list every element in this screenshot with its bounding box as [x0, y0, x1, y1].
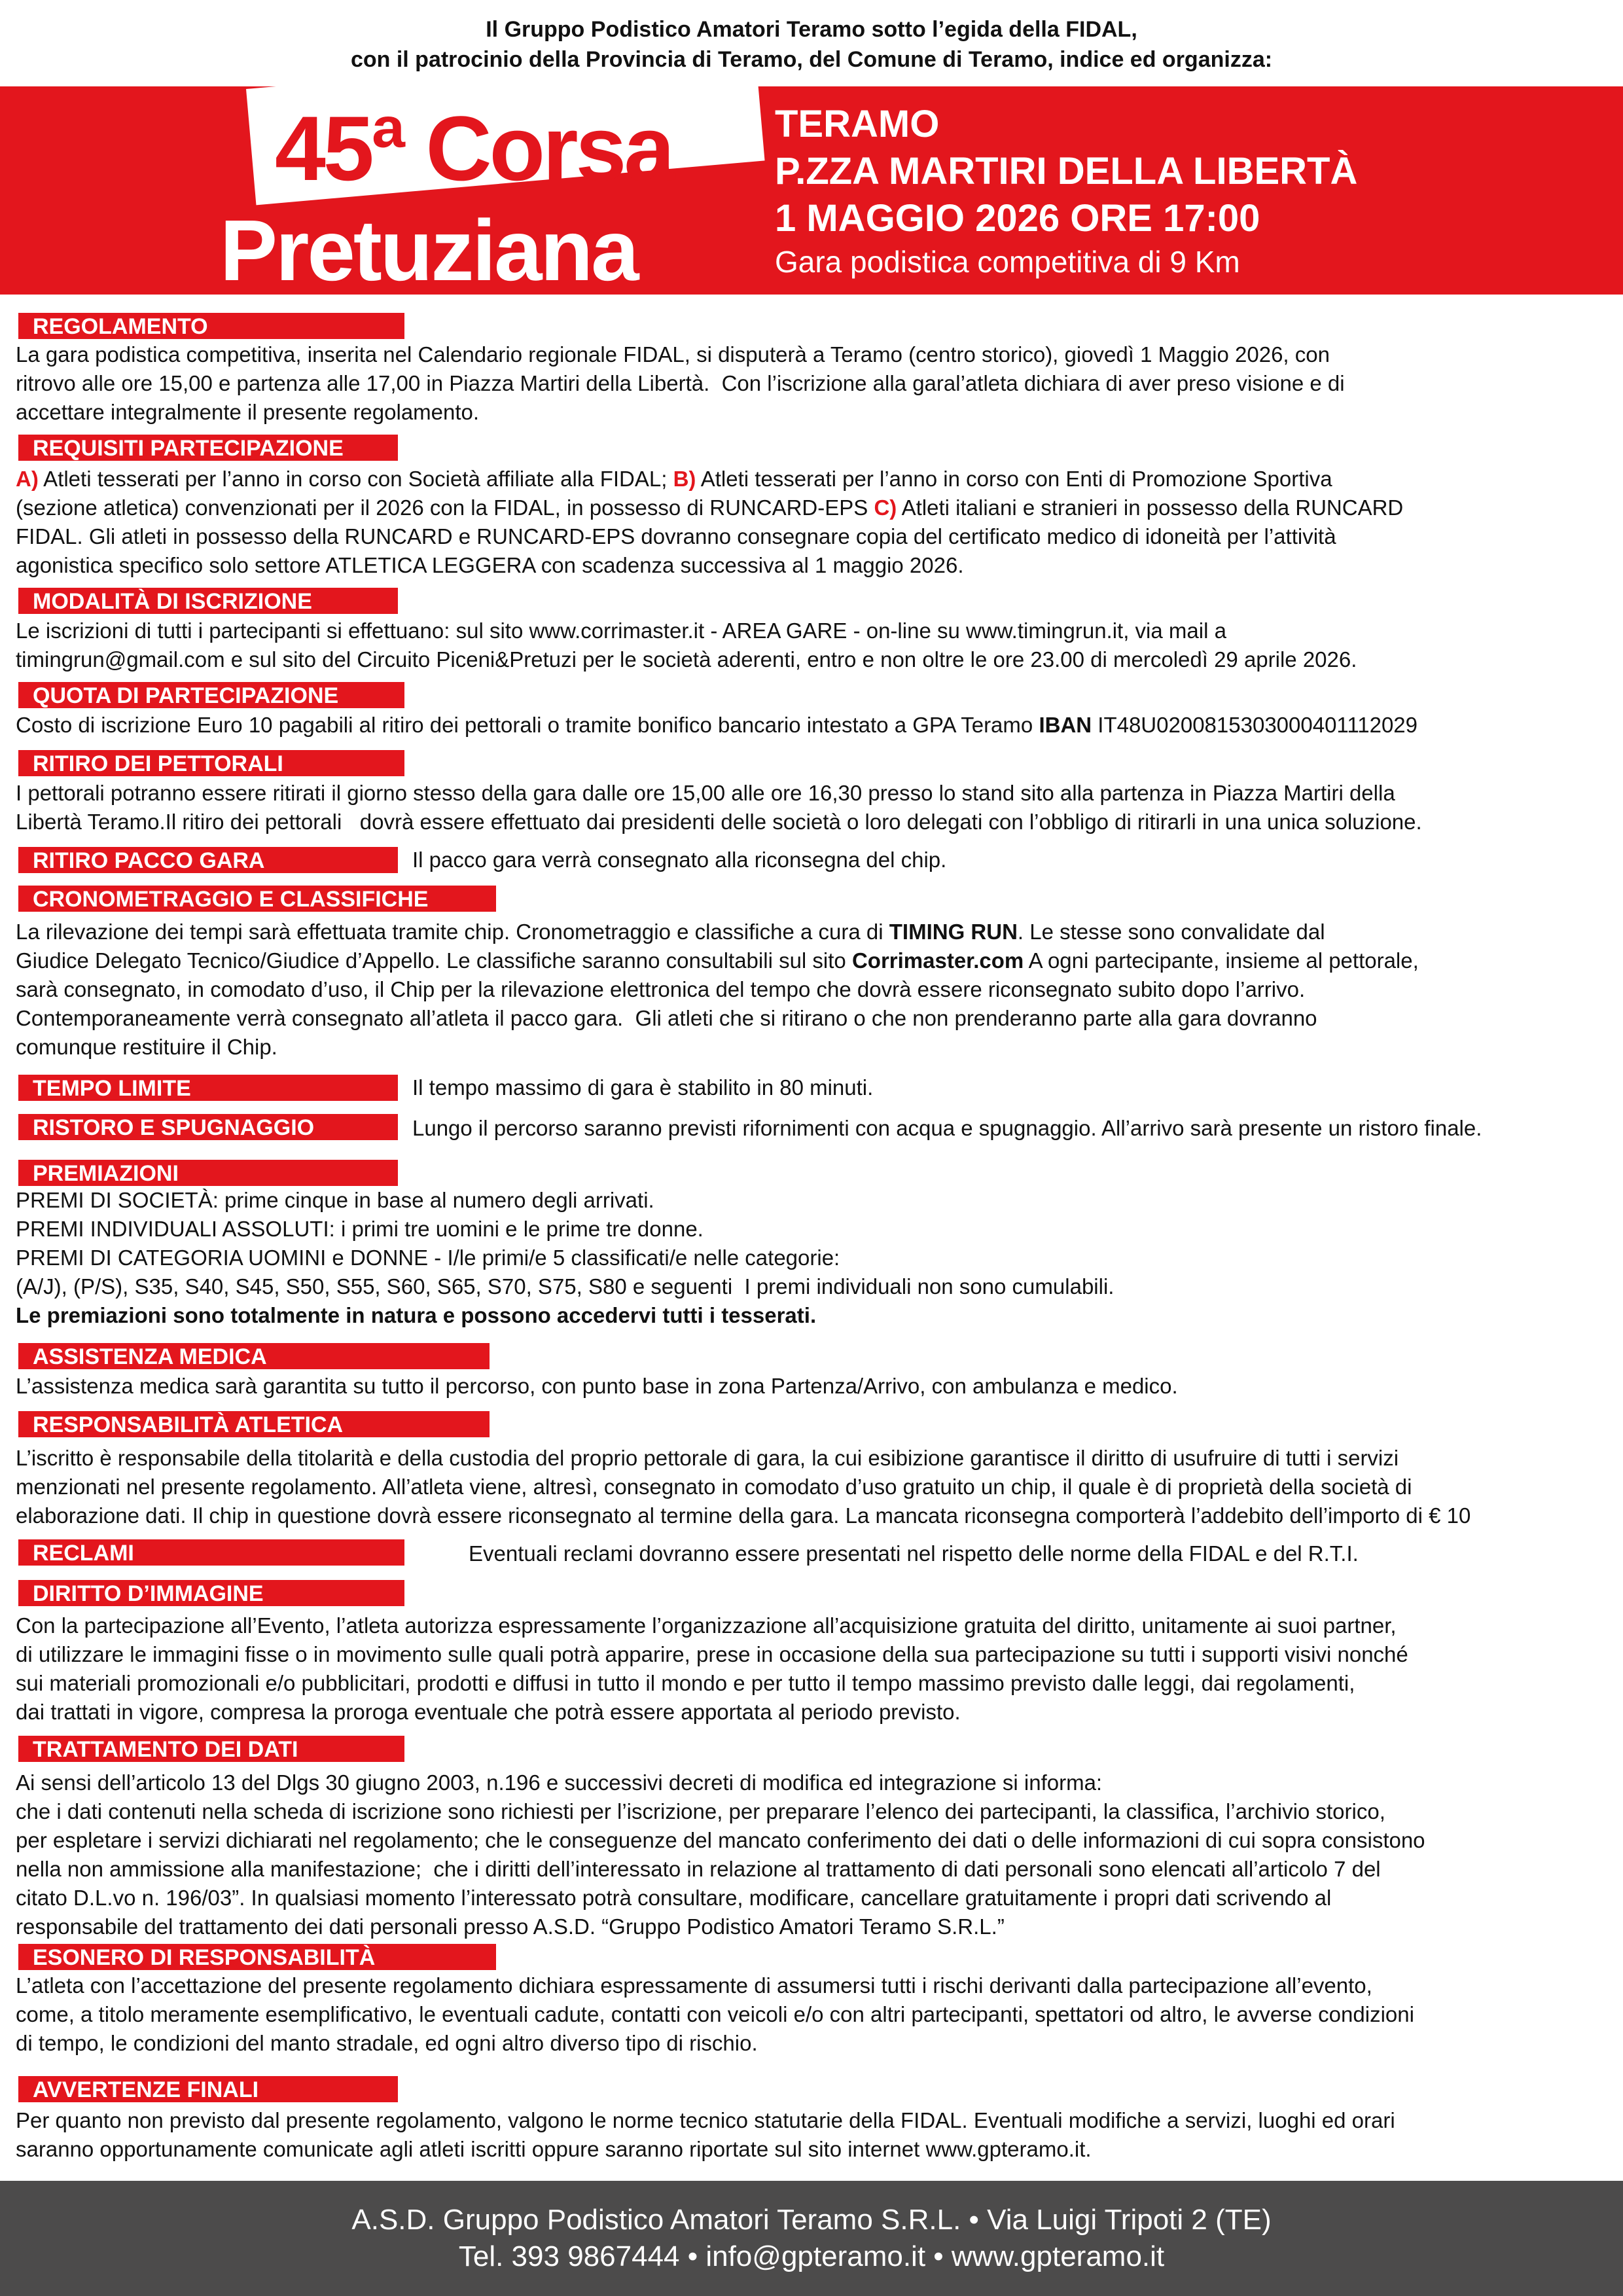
section-text: L’assistenza medica sarà garantita su tutto il percorso, con punto base in zona Partenza/Arrivo, con ambulanza e medico.	[16, 1374, 1178, 1398]
event-venue: P.ZZA MARTIRI DELLA LIBERTÀ	[775, 150, 1358, 192]
text-run: A ogni partecipante, insieme al pettorale,	[1024, 948, 1419, 973]
event-datetime: 1 MAGGIO 2026 ORE 17:00	[775, 197, 1260, 240]
section-text: L’iscritto è responsabile della titolarità e della custodia del proprio pettorale di gara, la cui esibizione garantisce il diritto di usufruire di tutti i servizi menzionati nel presente regolamento. All’atleta viene, altresì, consegnato in comodato d’uso gratuito un chip, il quale è di proprietà della società di elaborazione dati. Il chip in questione dovrà essere riconsegnato al termine della gara. La mancata riconsegna comporterà l’addebito dell’importo di € 10	[16, 1446, 1471, 1528]
text-run: Costo di iscrizione Euro 10 pagabili al ritiro dei pettorali o tramite bonifico bancario intestato a GPA Teramo	[16, 713, 1039, 737]
section-text	[16, 1186, 1114, 1330]
text-run: (A/J), (P/S), S35, S40, S45, S50, S55, S60, S65, S70, S75, S80 e seguenti I premi individuali non sono cumulabili.	[16, 1274, 1115, 1299]
text-run: IBAN	[1039, 713, 1092, 737]
section-text-line	[16, 918, 1419, 946]
section-label: CRONOMETRAGGIO E CLASSIFICHE	[18, 886, 496, 912]
text-run: FIDAL. Gli atleti in possesso della RUNCARD e RUNCARD-EPS dovranno consegnare copia del certificato medico di idoneità per l’attività	[16, 524, 1336, 548]
section-text-line	[16, 711, 1418, 740]
section-text: I pettorali potranno essere ritirati il giorno stesso della gara dalle ore 15,00 alle ore 16,30 presso lo stand sito alla partenza in Piazza Martiri della Libertà Teramo.Il ritiro dei pettorali dovrà essere effettuato dai presidenti delle società o loro delegati con l’obbligo di ritirarli in una unica soluzione.	[16, 781, 1422, 834]
section-label: RECLAMI	[18, 1539, 404, 1566]
section-label: AVVERTENZE FINALI	[18, 2076, 398, 2102]
section-text-line	[16, 1004, 1419, 1033]
intro-line-2: con il patrocinio della Provincia di Teramo, del Comune di Teramo, indice ed organizza:	[350, 47, 1273, 72]
section-text-line	[16, 1272, 1114, 1301]
section-text-line	[16, 975, 1419, 1004]
section-text: Lungo il percorso saranno previsti rifornimenti con acqua e spugnaggio. All’arrivo sarà presente un ristoro finale.	[412, 1116, 1482, 1140]
organizer-intro	[0, 14, 1623, 75]
section-text: Per quanto non previsto dal presente regolamento, valgono le norme tecnico statutarie della FIDAL. Eventuali modifiche a servizi, luoghi ed orari saranno opportunamente comunicate agli atleti iscritti oppure saranno riportate sul sito internet www.gpteramo.it.	[16, 2108, 1395, 2161]
section-text-line	[16, 465, 1403, 493]
section-text	[16, 711, 1418, 740]
text-run: Atleti italiani e stranieri in possesso della RUNCARD	[897, 495, 1404, 520]
text-run: TIMING RUN	[889, 920, 1018, 944]
section-label: REGOLAMENTO	[18, 313, 404, 339]
event-details	[775, 101, 1357, 281]
section-text-line	[16, 946, 1419, 975]
section-text: L’atleta con l’accettazione del presente regolamento dichiara espressamente di assumersi tutti i rischi derivanti dalla partecipazione all’evento, come, a titolo meramente esemplificativo, le eventuali cadute, contatti con veicoli e/o con altri partecipanti, spettatori od altro, le avverse condizioni di tempo, le condizioni del manto stradale, ed ogni altro diverso tipo di rischio.	[16, 1973, 1414, 2055]
text-run: IT48U0200815303000401112029	[1092, 713, 1418, 737]
section-text-line	[16, 1033, 1419, 1062]
text-run: Atleti tesserati per l’anno in corso con Enti di Promozione Sportiva	[696, 467, 1332, 491]
section-label: PREMIAZIONI	[18, 1160, 398, 1186]
section-text: Ai sensi dell’articolo 13 del Dlgs 30 giugno 2003, n.196 e successivi decreti di modifica ed integrazione si informa: che i dati contenuti nella scheda di iscrizione sono richiesti per l’iscrizione, per preparare l’elenco dei partecipanti, la classifica, l’archivio storico, per espletare i servizi dichiarati nel regolamento; che le conseguenze del mancato conferimento dei dati o delle informazioni di cui sopra consistono nella non ammissione alla manifestazione; che i diritti dell’interessato in relazione al trattamento di dati personali sono elencati all’articolo 7 del citato D.L.vo n. 196/03”. In qualsiasi momento l’interessato potrà consultare, modificare, cancellare gratuitamente i propri dati scrivendo al responsabile del trattamento dei dati personali presso A.S.D. “Gruppo Podistico Amatori Teramo S.R.L.”	[16, 1770, 1425, 1939]
text-run: comunque restituire il Chip.	[16, 1035, 277, 1059]
event-city: TERAMO	[775, 103, 940, 145]
text-run: Contemporaneamente verrà consegnato all’atleta il pacco gara. Gli atleti che si ritirano o che non prenderanno parte alla gara dovranno	[16, 1006, 1317, 1030]
section-label: RITIRO DEI PETTORALI	[18, 750, 404, 776]
text-run: PREMI DI CATEGORIA UOMINI e DONNE - I/le primi/e 5 classificati/e nelle categorie:	[16, 1246, 840, 1270]
section-label: QUOTA DI PARTECIPAZIONE	[18, 682, 404, 708]
text-run: agonistica specifico solo settore ATLETICA LEGGERA con scadenza successiva al 1 maggio 2026.	[16, 553, 964, 577]
text-run: Atleti tesserati per l’anno in corso con Società affiliate alla FIDAL;	[38, 467, 673, 491]
section-text	[16, 918, 1419, 1062]
section-text: Le iscrizioni di tutti i partecipanti si effettuano: sul sito www.corrimaster.it - AREA GARE - on-line su www.timingrun.it, via mail a timingrun@gmail.com e sul sito del Circuito Piceni&Pretuzi per le società aderenti, entro e non oltre le ore 23.00 di mercoledì 29 aprile 2026.	[16, 619, 1357, 672]
footer-address: A.S.D. Gruppo Podistico Amatori Teramo S.R.L. • Via Luigi Tripoti 2 (TE)	[351, 2204, 1272, 2236]
text-run: Le premiazioni sono totalmente in natura e possono accedervi tutti i tesserati.	[16, 1303, 817, 1327]
footer-contacts: Tel. 393 9867444 • info@gpteramo.it • www.gpteramo.it	[458, 2240, 1165, 2272]
event-race-type: Gara podistica competitiva di 9 Km	[775, 245, 1240, 279]
section-text-line	[16, 1301, 1114, 1330]
text-run: PREMI INDIVIDUALI ASSOLUTI: i primi tre uomini e le prime tre donne.	[16, 1217, 704, 1241]
section-text: Eventuali reclami dovranno essere presentati nel rispetto delle norme della FIDAL e del R.T.I.	[469, 1541, 1359, 1566]
section-label: ASSISTENZA MEDICA	[18, 1343, 490, 1369]
text-run: . Le stesse sono convalidate dal	[1017, 920, 1325, 944]
text-run: A)	[16, 467, 39, 491]
text-run: B)	[673, 467, 696, 491]
text-run: C)	[874, 495, 897, 520]
text-run: Giudice Delegato Tecnico/Giudice d’Appello. Le classifiche saranno consultabili sul sito	[16, 948, 852, 973]
section-label: RISTORO E SPUGNAGGIO	[18, 1114, 398, 1140]
section-label: ESONERO DI RESPONSABILITÀ	[18, 1944, 496, 1970]
section-text-line	[16, 493, 1403, 522]
section-text-line	[16, 1215, 1114, 1244]
intro-line-1: Il Gruppo Podistico Amatori Teramo sotto l’egida della FIDAL,	[486, 17, 1137, 42]
section-text: La gara podistica competitiva, inserita nel Calendario regionale FIDAL, si disputerà a Teramo (centro storico), giovedì 1 Maggio 2026, con ritrovo alle ore 15,00 e partenza alle 17,00 in Piazza Martiri della Libertà. Con l’iscrizione alla garal’atleta dichiara di aver preso visione e di accettare integralmente il presente regolamento.	[16, 342, 1345, 424]
section-text-line	[16, 522, 1403, 551]
section-text: Il tempo massimo di gara è stabilito in 80 minuti.	[412, 1075, 874, 1100]
event-title-line-1: 45ª Corsa	[275, 97, 673, 200]
event-title-line-2: Pretuziana	[220, 202, 637, 295]
section-text-line	[16, 551, 1403, 580]
text-run: Corrimaster.com	[851, 948, 1024, 973]
text-run: (sezione atletica) convenzionati per il 2026 con la FIDAL, in possesso di RUNCARD-EPS	[16, 495, 874, 520]
section-label: TEMPO LIMITE	[18, 1075, 398, 1101]
section-label: RESPONSABILITÀ ATLETICA	[18, 1411, 490, 1437]
section-label: DIRITTO D’IMMAGINE	[18, 1580, 404, 1606]
section-label: TRATTAMENTO DEI DATI	[18, 1736, 404, 1762]
section-text: Con la partecipazione all’Evento, l’atleta autorizza espressamente l’organizzazione all’acquisizione gratuita del diritto, unitamente ai suoi partner, di utilizzare le immagini fisse o in movimento sulle quali potrà apparire, prese in occasione della sua partecipazione su tutti i supporti visivi nonché sui materiali promozionali e/o pubblicitari, prodotti e diffusi in tutto il mondo e per tutto il tempo massimo previsto dalle leggi, dai regolamenti, dai trattati in vigore, compresa la proroga eventuale che potrà essere apportata al periodo previsto.	[16, 1613, 1408, 1724]
text-run: sarà consegnato, in comodato d’uso, il Chip per la rilevazione elettronica del tempo che dovrà essere riconsegnato subito dopo l’arrivo.	[16, 977, 1306, 1001]
section-text-line	[16, 1244, 1114, 1272]
text-run: La rilevazione dei tempi sarà effettuata tramite chip. Cronometraggio e classifiche a cura di	[16, 920, 889, 944]
text-run: PREMI DI SOCIETÀ: prime cinque in base al numero degli arrivati.	[16, 1188, 654, 1212]
section-text-line	[16, 1186, 1114, 1215]
footer	[0, 2181, 1623, 2296]
section-text	[16, 465, 1403, 580]
section-label: REQUISITI PARTECIPAZIONE	[18, 435, 398, 461]
section-label: RITIRO PACCO GARA	[18, 847, 398, 873]
section-label: MODALITÀ DI ISCRIZIONE	[18, 588, 398, 614]
event-banner	[0, 86, 1623, 295]
section-text: Il pacco gara verrà consegnato alla riconsegna del chip.	[412, 848, 947, 872]
